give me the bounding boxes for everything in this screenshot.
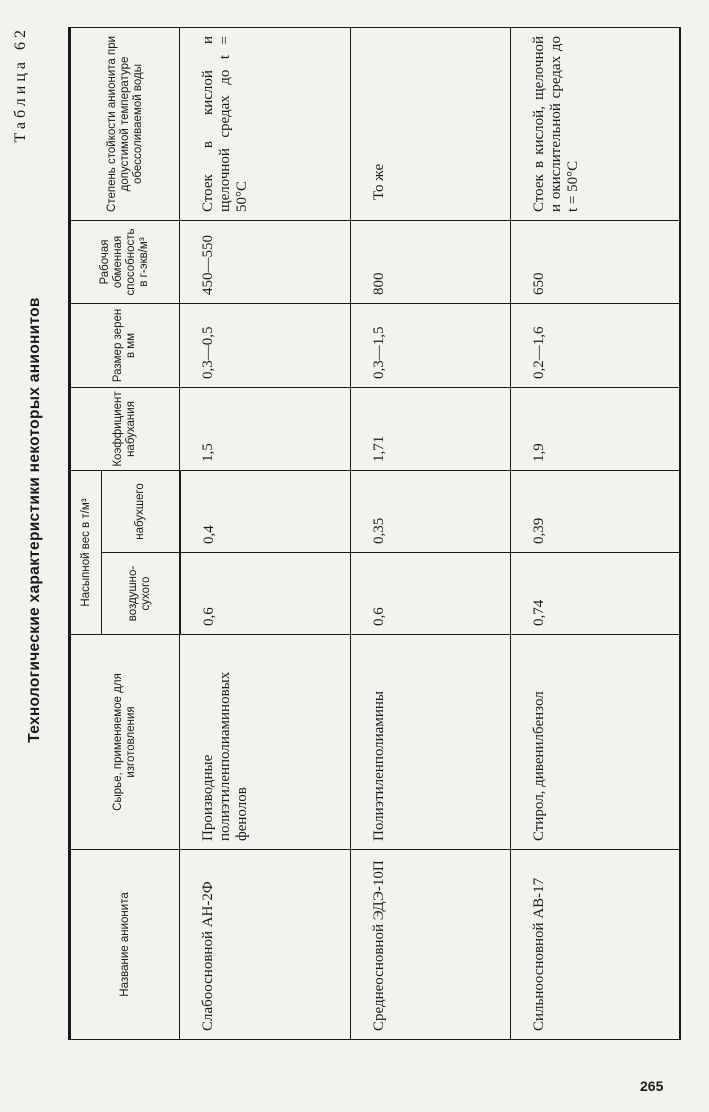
header-resistance: Степень стойкости анионита при допустимой температуре обессоливаемой воды <box>70 27 180 220</box>
table-row <box>180 27 351 1039</box>
table-row <box>350 27 510 1039</box>
cell-swelling-coefficient: 1,71 <box>350 387 510 470</box>
cell-grain-size: 0,3—1,5 <box>350 303 510 387</box>
cell-swelling-coefficient: 1,5 <box>180 387 351 470</box>
cell-grain-size: 0,3—0,5 <box>180 303 351 387</box>
cell-exchange-capacity: 650 <box>510 220 680 303</box>
header-exchange-capacity: Рабочая обменная способность в г-экв/м³ <box>70 220 180 303</box>
cell-air-dry: 0,74 <box>510 553 680 635</box>
cell-exchange-capacity: 800 <box>350 220 510 303</box>
cell-air-dry: 0,6 <box>180 553 351 635</box>
cell-resistance: Стоек в кислой, щелочной и окислительной средах до t = 50°C <box>510 27 680 220</box>
header-swollen: набухшего <box>102 470 180 552</box>
header-bulk-weight: Насыпной вес в т/м³ <box>70 470 102 634</box>
header-raw-material: Сырье, применяемое для изготовления <box>70 635 180 850</box>
cell-swelling-coefficient: 1,9 <box>510 387 680 470</box>
cell-name: Слабоосновной АН-2Ф <box>180 850 351 1040</box>
header-grain-size: Размер зерен в мм <box>70 303 180 387</box>
header-air-dry: воздушно-сухого <box>102 553 180 635</box>
header-row <box>70 27 102 1039</box>
cell-exchange-capacity: 450—550 <box>180 220 351 303</box>
header-name: Название анионита <box>70 850 180 1040</box>
cell-name: Сильноосновной АВ-17 <box>510 850 680 1040</box>
table-label: Таблица 62 <box>12 26 29 143</box>
header-swelling-coefficient: Коэффициент набухания <box>70 387 180 470</box>
cell-swollen: 0,39 <box>510 470 680 552</box>
cell-raw-material: Стирол, дивенилбензол <box>510 635 680 850</box>
cell-air-dry: 0,6 <box>350 553 510 635</box>
table-row <box>510 27 680 1039</box>
anion-exchangers-table <box>68 27 681 1040</box>
cell-grain-size: 0,2—1,6 <box>510 303 680 387</box>
cell-swollen: 0,4 <box>180 470 351 552</box>
table-title: Технологические характеристики некоторых анионитов <box>26 297 43 743</box>
cell-resistance: Стоек в кислой и щелочной средах до t = 50°C <box>180 27 351 220</box>
cell-raw-material: Производные полиэтиленполиаминовых фенолов <box>180 635 351 850</box>
cell-swollen: 0,35 <box>350 470 510 552</box>
page-number: 265 <box>640 1078 664 1094</box>
cell-name: Среднеосновной ЭДЭ-10П <box>350 850 510 1040</box>
cell-resistance: То же <box>350 27 510 220</box>
cell-raw-material: Полиэтиленполиамины <box>350 635 510 850</box>
